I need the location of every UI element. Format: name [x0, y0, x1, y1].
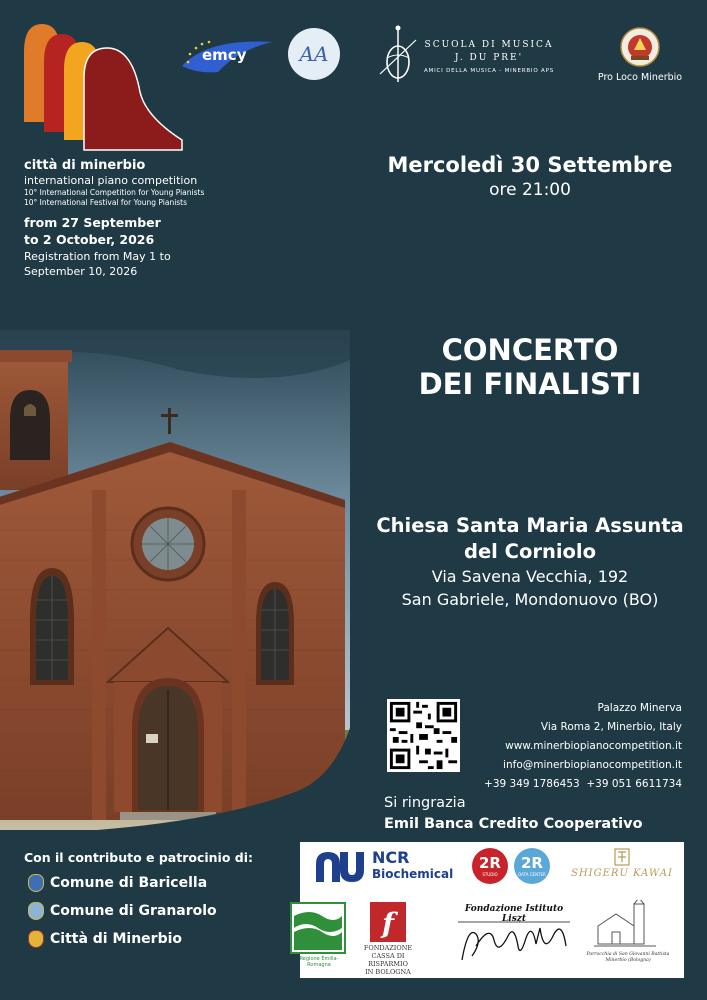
fondazione-line1: FONDAZIONE [363, 944, 413, 952]
patronage-label: Con il contributo e patrocinio di: [24, 850, 254, 865]
parrocchia-church-icon [594, 900, 656, 950]
thanks-sponsor: Emil Banca Credito Cooperativo [384, 816, 643, 832]
ncr-name: NCR [372, 848, 410, 867]
2r-studio-text: 2R [479, 854, 501, 872]
parrocchia-text [580, 952, 676, 964]
parrocchia-line1: Parrocchia di San Giovanni Battista [586, 952, 670, 957]
ncr-subname: Biochemical [372, 867, 454, 881]
patron-baricella-label: Comune di Baricella [50, 875, 208, 891]
2r-datacenter-text: 2R [521, 854, 543, 872]
competition-dates-start: from 27 September [24, 215, 161, 230]
patron-granarolo-label: Comune di Granarolo [50, 903, 217, 919]
concert-title-line1: CONCERTO [441, 333, 619, 367]
fondazione-line2: CASSA DI RISPARMIO [368, 952, 408, 968]
school-name-line3: AMICI DELLA MUSICA - MINERBIO APS [423, 68, 554, 74]
proloco-label: Pro Loco Minerbio [597, 72, 683, 83]
festival-edition: 10° International Festival for Young Pianists [24, 198, 188, 207]
aa-logo [288, 28, 340, 80]
patron-minerbio-label: Città di Minerbio [50, 931, 183, 947]
qr-code-icon [387, 699, 460, 772]
regione-logo-icon [290, 902, 346, 954]
emcy-text: emcy [202, 46, 247, 64]
venue-name-line2: del Corniolo [463, 540, 597, 563]
cello-icon [376, 22, 420, 86]
liszt-signature-icon [454, 916, 574, 968]
liszt-label: Fondazione Istituto Liszt [464, 904, 564, 924]
sponsor-strip [300, 842, 684, 978]
2r-studio-sub: STUDIO [482, 872, 498, 877]
contact-address: Via Roma 2, Minerbio, Italy [540, 721, 682, 733]
qr-code[interactable] [387, 699, 460, 772]
baricella-crest-icon [28, 874, 44, 892]
regione-label: Regione Emilia-Romagna [299, 956, 339, 968]
school-name-line1: SCUOLA DI MUSICA [424, 40, 554, 50]
proloco-crest-icon [620, 26, 660, 68]
contact-website-link[interactable]: www.minerbiopianocompetition.it [505, 740, 682, 752]
competition-city: città di minerbio [24, 158, 146, 173]
patron-baricella [28, 874, 207, 892]
curve-divider [0, 690, 380, 850]
emcy-logo [178, 36, 274, 76]
contact-email-link[interactable]: info@minerbiopianocompetition.it [503, 759, 682, 771]
contact-phones: +39 349 1786453 +39 051 6611734 [484, 778, 682, 790]
svg-text:f: f [381, 907, 395, 940]
fondazione-carisbo-text [356, 944, 420, 976]
patron-minerbio [28, 930, 182, 948]
competition-dates-end: to 2 October, 2026 [24, 232, 155, 247]
2r-datacenter-logo [514, 848, 550, 884]
piano-logo-icon [22, 22, 187, 157]
event-time: ore 21:00 [489, 180, 571, 200]
school-name-line2: J. DU PRE' [454, 53, 524, 63]
competition-name: international piano competition [24, 174, 198, 187]
fondazione-carisbo-logo-icon [370, 902, 406, 942]
aa-logo-text: AA [299, 42, 329, 66]
parrocchia-line2: Minerbio (Bologna) [605, 958, 651, 963]
registration-line2: September 10, 2026 [24, 265, 138, 278]
thanks-label: Si ringrazia [384, 795, 466, 811]
event-date: Mercoledì 30 Settembre [387, 153, 673, 177]
competition-edition: 10° International Competition for Young Pianists [24, 188, 205, 197]
minerbio-crest-icon [28, 930, 44, 948]
ncr-logo-icon [314, 850, 366, 884]
2r-datacenter-sub: DATA CENTER [518, 872, 546, 877]
granarolo-crest-icon [28, 902, 44, 920]
patron-granarolo [28, 902, 217, 920]
contact-place: Palazzo Minerva [597, 702, 682, 714]
fondazione-line3: IN BOLOGNA [365, 968, 411, 976]
venue-address-line1: Via Savena Vecchia, 192 [431, 567, 629, 586]
registration-line1: Registration from May 1 to [24, 250, 171, 263]
shigeru-kawai-text: SHIGERU KAWAI [571, 868, 673, 879]
venue-name-line1: Chiesa Santa Maria Assunta [376, 514, 684, 537]
venue-address-line2: San Gabriele, Mondonuovo (BO) [401, 590, 659, 609]
2r-studio-logo [472, 848, 508, 884]
shigeru-kawai-emblem-icon [614, 848, 630, 866]
concert-title-line2: DEI FINALISTI [418, 367, 642, 401]
